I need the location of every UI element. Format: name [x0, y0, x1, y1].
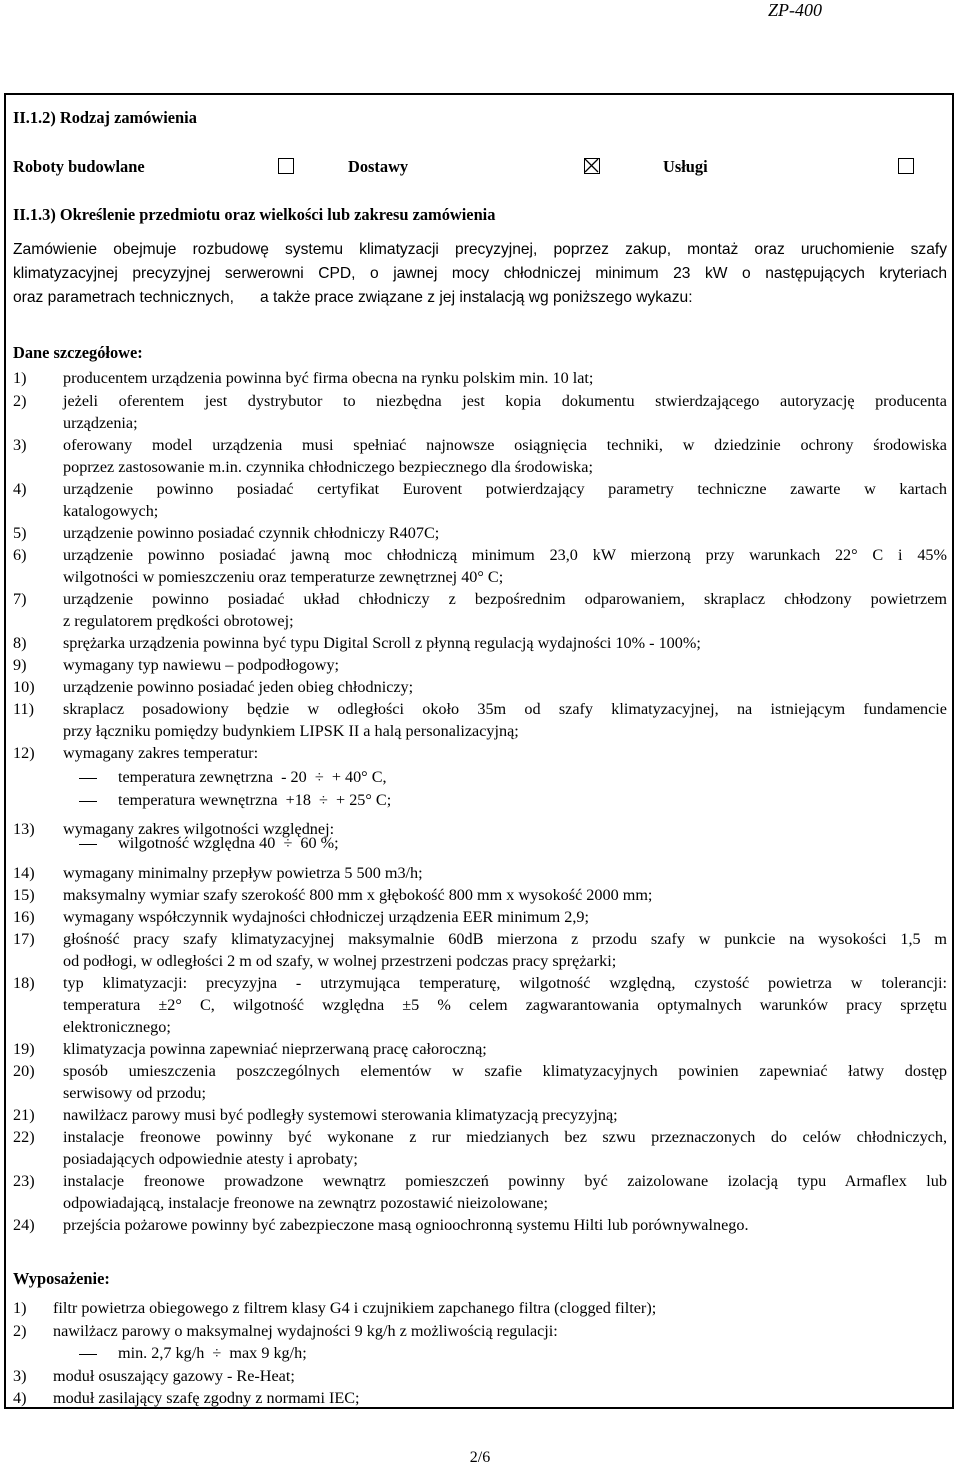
- detail-item-number: 18): [13, 974, 35, 992]
- equipment-item-number: 1): [13, 1299, 27, 1317]
- detail-item-text: od podłogi, w odległości 2 m od szafy, w wolnej przestrzeni podczas pracy sprężarki;: [63, 952, 617, 970]
- detail-item-number: 8): [13, 634, 27, 652]
- detail-item-number: 1): [13, 369, 27, 387]
- detail-item-text: oferowany model urządzenia musi spełniać najnowsze osiągnięcia techniki, w dziedzinie ochrony środowiska: [63, 436, 947, 454]
- sub-bullet-text: temperatura zewnętrzna - 20 ÷ + 40° C,: [118, 768, 387, 786]
- document-code: ZP-400: [768, 0, 822, 20]
- detail-item-number: 21): [13, 1106, 35, 1124]
- detail-item-number: 7): [13, 590, 27, 608]
- detail-item-text: sprężarka urządzenia powinna być typu Digital Scroll z płynną regulacją wydajności 10% - 100%;: [63, 634, 701, 652]
- detail-item-text: urządzenie powinno posiadać układ chłodniczy z bezpośrednim odparowaniem, skraplacz chłodzony powietrzem: [63, 590, 947, 608]
- detail-item-text: z regulatorem prędkości obrotowej;: [63, 612, 294, 630]
- detail-item-number: 2): [13, 392, 27, 410]
- detail-item-number: 5): [13, 524, 27, 542]
- sub-bullet-text: min. 2,7 kg/h ÷ max 9 kg/h;: [118, 1344, 307, 1362]
- detail-item-text: urządzenie powinno posiadać jeden obieg chłodniczy;: [63, 678, 414, 696]
- detail-item-text: producentem urządzenia powinna być firma obecna na rynku polskim min. 10 lat;: [63, 369, 594, 387]
- section-1-3-title: II.1.3) Określenie przedmiotu oraz wielkości lub zakresu zamówienia: [13, 205, 496, 224]
- checkmark-x-icon: [585, 159, 601, 175]
- checkbox-works[interactable]: [278, 158, 294, 174]
- detail-item-number: 14): [13, 864, 35, 882]
- detail-item-number: 6): [13, 546, 27, 564]
- detail-item-number: 15): [13, 886, 35, 904]
- detail-item-text: serwisowy od przodu;: [63, 1084, 206, 1102]
- option-label-supplies: Dostawy: [348, 157, 409, 176]
- equipment-item-text: moduł osuszający gazowy - Re-Heat;: [53, 1367, 295, 1385]
- dash-bullet-icon: [79, 778, 97, 779]
- equipment-item-number: 2): [13, 1322, 27, 1340]
- detail-item-text: sposób umieszczenia poszczególnych elementów w szafie klimatyzacyjnych powinien zapewniać łatwy dostęp: [63, 1062, 947, 1080]
- detail-item-text: jeżeli oferentem jest dystrybutor to niezbędna jest kopia dokumentu stwierdzającego autoryzację producenta: [63, 392, 947, 410]
- detail-item-text: nawilżacz parowy musi być podległy systemowi sterowania klimatyzacją precyzyjną;: [63, 1106, 618, 1124]
- option-label-works: Roboty budowlane: [13, 157, 145, 176]
- detail-item-number: 4): [13, 480, 27, 498]
- option-label-services: Usługi: [663, 157, 708, 176]
- detail-item-number: 10): [13, 678, 35, 696]
- detail-item-text: poprzez zastosowanie m.in. czynnika chłodniczego bezpiecznego dla środowiska;: [63, 458, 593, 476]
- intro-line: klimatyzacyjnej precyzyjnej serwerowni CPD, o jawnej mocy chłodniczej minimum 23 kW o następujących kryteriach: [13, 265, 947, 282]
- detail-item-text: przejścia pożarowe powinny być zabezpieczone masą ognioochronną systemu Hilti lub porównywalnego.: [63, 1216, 749, 1234]
- detail-item-text: urządzenia;: [63, 414, 138, 432]
- detail-item-number: 11): [13, 700, 34, 718]
- detail-item-text: wymagany typ nawiewu – podpodłogowy;: [63, 656, 340, 674]
- detail-item-number: 17): [13, 930, 35, 948]
- equipment-item-number: 3): [13, 1367, 27, 1385]
- detail-item-number: 20): [13, 1062, 35, 1080]
- detail-item-text: skraplacz posadowiony będzie w odległości około 35m od szafy klimatyzacyjnej, na istniejącym fundamencie: [63, 700, 947, 718]
- dash-bullet-icon: [79, 844, 97, 845]
- detail-item-text: instalacje freonowe prowadzone wewnątrz pomieszczeń powinny być zaizolowane izolacją typu Armaflex lub: [63, 1172, 947, 1190]
- checkbox-supplies[interactable]: [584, 158, 600, 174]
- detail-item-text: wymagany minimalny przepływ powietrza 5 500 m3/h;: [63, 864, 423, 882]
- checkbox-services[interactable]: [898, 158, 914, 174]
- details-heading: Dane szczegółowe:: [13, 343, 143, 362]
- detail-item-number: 12): [13, 744, 35, 762]
- detail-item-text: wilgotności w pomieszczeniu oraz temperaturze zewnętrznej 40° C;: [63, 568, 504, 586]
- page-number: 2/6: [469, 1449, 491, 1466]
- equipment-item-text: moduł zasilający szafę zgodny z normami IEC;: [53, 1389, 360, 1407]
- detail-item-text: głośność pracy szafy klimatyzacyjnej maksymalnie 60dB mierzona z przodu szafy w punkcie na wysokości 1,5 m: [63, 930, 947, 948]
- detail-item-text: urządzenie powinno posiadać czynnik chłodniczy R407C;: [63, 524, 440, 542]
- detail-item-text: katalogowych;: [63, 502, 159, 520]
- detail-item-number: 19): [13, 1040, 35, 1058]
- detail-item-text: posiadających odpowiednie atesty i aprobaty;: [63, 1150, 358, 1168]
- detail-item-text: instalacje freonowe powinny być wykonane z rur miedzianych bez szwu przeznaczonych do celów chłodniczych,: [63, 1128, 947, 1146]
- intro-paragraph: [13, 238, 947, 310]
- detail-item-number: 24): [13, 1216, 35, 1234]
- detail-item-text: typ klimatyzacji: precyzyjna - utrzymująca temperaturę, wilgotność względną, czystość powietrza w tolerancji:: [63, 974, 947, 992]
- detail-item-number: 3): [13, 436, 27, 454]
- detail-item-text: temperatura ±2° C, wilgotność względna ±5 % celem zagwarantowania optymalnych warunków pracy sprzętu: [63, 996, 947, 1014]
- equipment-item-text: nawilżacz parowy o maksymalnej wydajności 9 kg/h z możliwością regulacji:: [53, 1322, 558, 1340]
- intro-line: Zamówienie obejmuje rozbudowę systemu klimatyzacji precyzyjnej, poprzez zakup, montaż oraz uruchomienie szafy: [13, 241, 947, 258]
- detail-item-number: 22): [13, 1128, 35, 1146]
- sub-bullet-text: wilgotność względna 40 ÷ 60 %;: [118, 834, 339, 852]
- dash-bullet-icon: [79, 1354, 97, 1355]
- sub-bullet-text: temperatura wewnętrzna +18 ÷ + 25° C;: [118, 791, 392, 809]
- section-1-2-title: II.1.2) Rodzaj zamówienia: [13, 108, 197, 127]
- detail-item-text: urządzenie powinno posiadać certyfikat Eurovent potwierdzający parametry techniczne zawarte w kartach: [63, 480, 947, 498]
- detail-item-text: wymagany zakres wilgotności względnej:: [63, 820, 335, 838]
- equipment-heading: Wyposażenie:: [13, 1269, 110, 1288]
- equipment-item-number: 4): [13, 1389, 27, 1407]
- equipment-item-text: filtr powietrza obiegowego z filtrem klasy G4 i czujnikiem zapchanego filtra (clogged filter);: [53, 1299, 657, 1317]
- detail-item-text: wymagany współczynnik wydajności chłodniczej urządzenia EER minimum 2,9;: [63, 908, 589, 926]
- detail-item-text: odpowiadającą, instalacje freonowe na zewnątrz pozostawić nieizolowane;: [63, 1194, 548, 1212]
- detail-item-text: wymagany zakres temperatur:: [63, 744, 259, 762]
- detail-item-text: klimatyzacja powinna zapewniać nieprzerwaną pracę całoroczną;: [63, 1040, 487, 1058]
- intro-line: oraz parametrach technicznych, a także prace związane z jej instalacją wg poniższego wykazu:: [13, 289, 693, 306]
- detail-item-text: elektronicznego;: [63, 1018, 171, 1036]
- detail-item-number: 23): [13, 1172, 35, 1190]
- dash-bullet-icon: [79, 801, 97, 802]
- detail-item-number: 13): [13, 820, 35, 838]
- detail-item-text: maksymalny wymiar szafy szerokość 800 mm x głębokość 800 mm x wysokość 2000 mm;: [63, 886, 653, 904]
- detail-item-text: przy łączniku pomiędzy budynkiem LIPSK II a halą personalizacyjną;: [63, 722, 519, 740]
- detail-item-number: 16): [13, 908, 35, 926]
- detail-item-number: 9): [13, 656, 27, 674]
- detail-item-text: urządzenie powinno posiadać jawną moc chłodniczą minimum 23,0 kW mierzoną przy warunkach 22° C i 45%: [63, 546, 947, 564]
